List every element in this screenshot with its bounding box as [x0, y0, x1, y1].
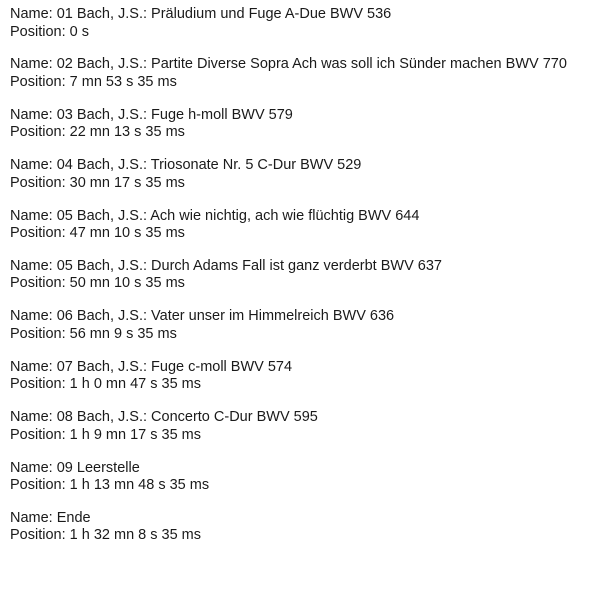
chapter-position: Position: 30 mn 17 s 35 ms — [10, 174, 185, 191]
chapter-list — [10, 6, 595, 560]
chapter-name: Name: 02 Bach, J.S.: Partite Diverse Sopra Ach was soll ich Sünder machen BWV 770 — [10, 56, 567, 73]
chapter-entry — [10, 510, 595, 560]
chapter-position: Position: 50 mn 10 s 35 ms — [10, 275, 185, 292]
chapter-entry — [10, 157, 595, 207]
chapter-position: Position: 1 h 9 mn 17 s 35 ms — [10, 426, 202, 443]
chapter-name: Name: 05 Bach, J.S.: Ach wie nichtig, ach wie flüchtig BWV 644 — [10, 207, 420, 224]
chapter-entry — [10, 258, 595, 308]
chapter-entry — [10, 56, 595, 106]
chapter-name: Name: 09 Leerstelle — [10, 459, 140, 476]
chapter-entry — [10, 6, 595, 56]
chapter-name: Name: 08 Bach, J.S.: Concerto C-Dur BWV 595 — [10, 409, 318, 426]
chapter-position: Position: 1 h 0 mn 47 s 35 ms — [10, 376, 202, 393]
chapter-entry — [10, 359, 595, 409]
chapter-entry — [10, 208, 595, 258]
chapter-entry — [10, 409, 595, 459]
chapter-name: Name: Ende — [10, 509, 91, 526]
chapter-name: Name: 06 Bach, J.S.: Vater unser im Himmelreich BWV 636 — [10, 308, 395, 325]
chapter-entry — [10, 460, 595, 510]
chapter-name: Name: 05 Bach, J.S.: Durch Adams Fall ist ganz verderbt BWV 637 — [10, 257, 442, 274]
chapter-entry — [10, 107, 595, 157]
chapter-name: Name: 01 Bach, J.S.: Präludium und Fuge A-Due BWV 536 — [10, 6, 392, 22]
chapter-name: Name: 03 Bach, J.S.: Fuge h-moll BWV 579 — [10, 106, 293, 123]
chapter-position: Position: 56 mn 9 s 35 ms — [10, 325, 177, 342]
chapter-entry — [10, 308, 595, 358]
chapter-name: Name: 04 Bach, J.S.: Triosonate Nr. 5 C-Dur BWV 529 — [10, 157, 362, 174]
chapter-position: Position: 7 mn 53 s 35 ms — [10, 73, 177, 90]
chapter-position: Position: 0 s — [10, 23, 89, 40]
chapter-name: Name: 07 Bach, J.S.: Fuge c-moll BWV 574 — [10, 358, 293, 375]
chapter-position: Position: 1 h 13 mn 48 s 35 ms — [10, 477, 210, 494]
chapter-position: Position: 47 mn 10 s 35 ms — [10, 225, 185, 242]
chapter-position: Position: 1 h 32 mn 8 s 35 ms — [10, 527, 202, 544]
chapter-position: Position: 22 mn 13 s 35 ms — [10, 124, 185, 141]
